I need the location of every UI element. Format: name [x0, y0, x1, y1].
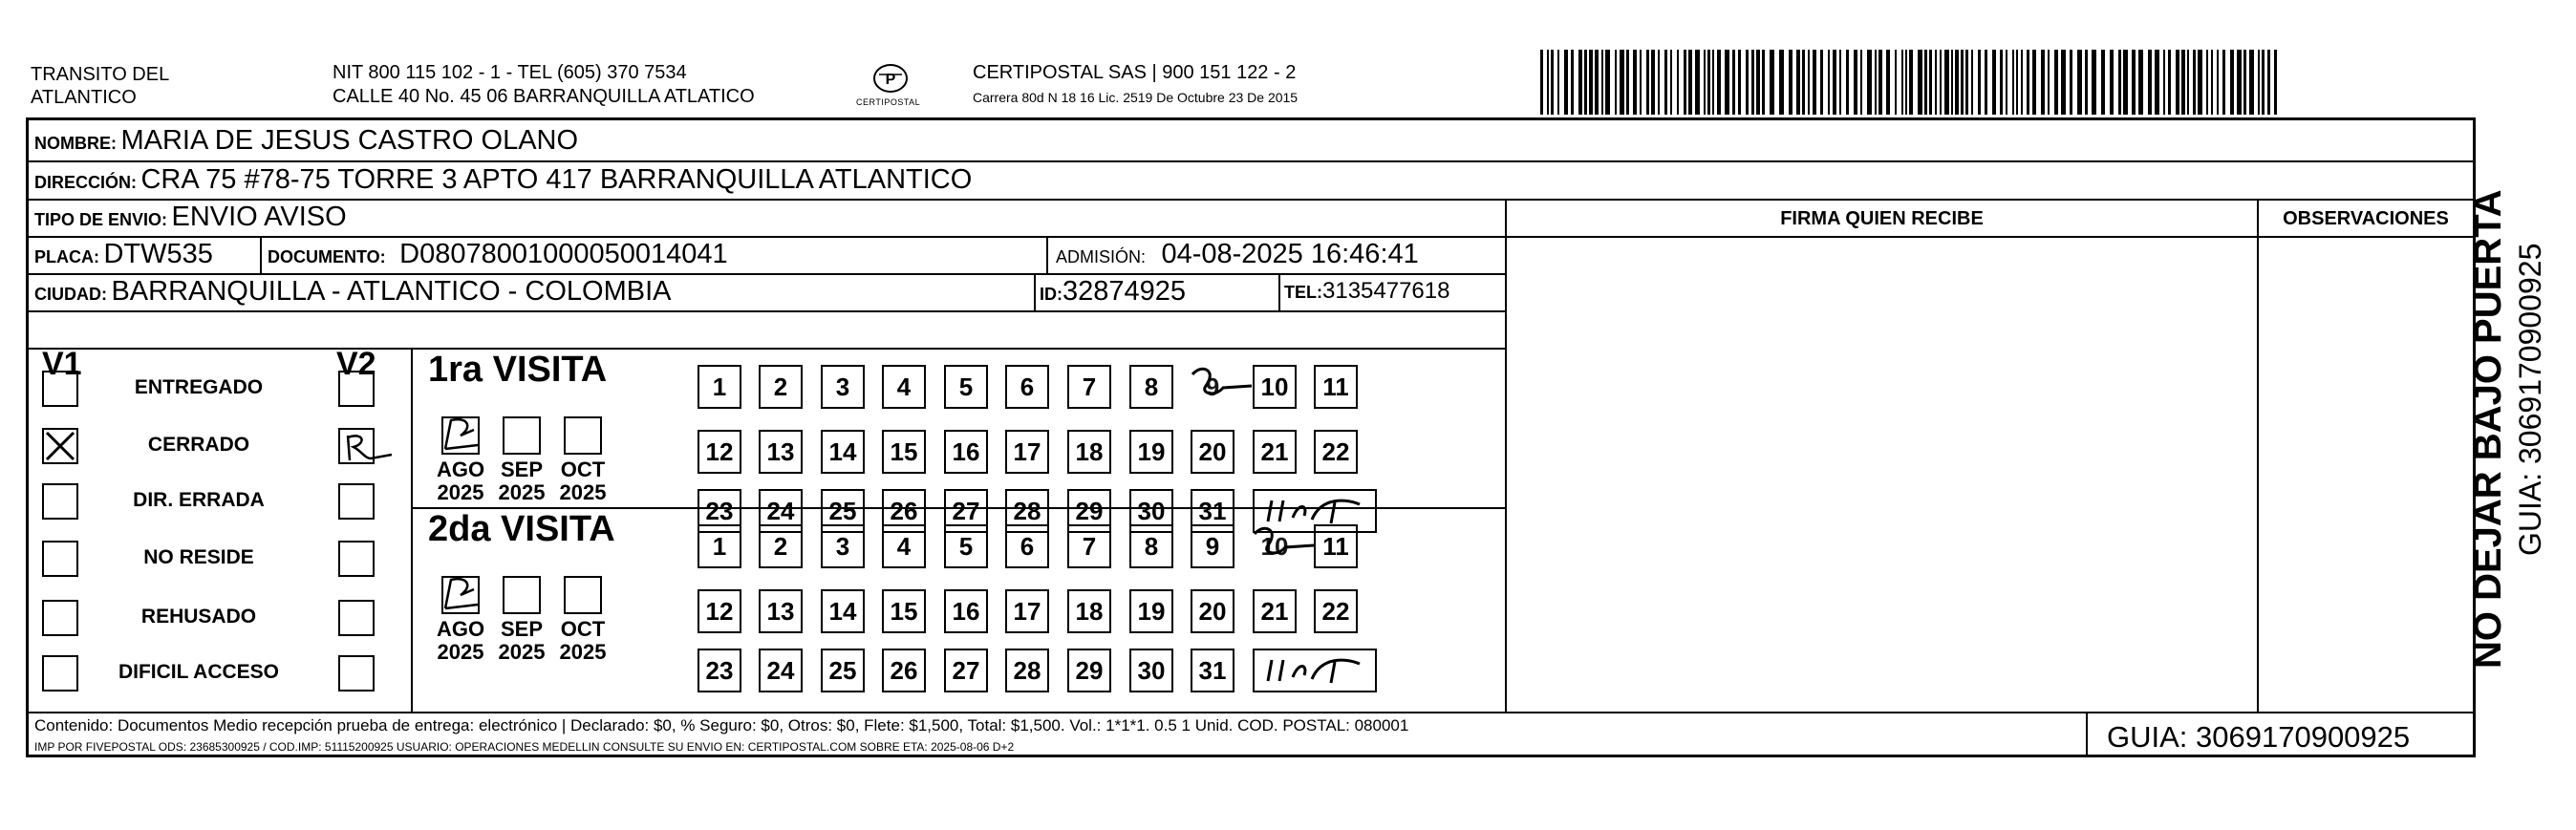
day-box-31[interactable]: 31 — [1191, 649, 1234, 692]
month-checkbox-sep[interactable] — [503, 416, 541, 455]
status-option-label: DIR. ERRADA — [133, 489, 265, 511]
barcode-bar — [2092, 50, 2096, 115]
barcode-bar — [1712, 50, 1714, 115]
x-mark-icon — [44, 430, 76, 462]
admission — [1056, 237, 1419, 276]
day-box-30[interactable]: 30 — [1129, 489, 1173, 533]
city-label: CIUDAD: — [34, 285, 107, 304]
barcode-bar — [2048, 50, 2050, 115]
barcode-bar — [2258, 50, 2260, 115]
courier-name: CERTIPOSTAL SAS | 900 151 122 - 2 — [973, 62, 1297, 83]
barcode-bar — [1813, 50, 1816, 115]
barcode-bar — [2101, 50, 2105, 115]
day-box-25[interactable]: 25 — [821, 649, 865, 692]
plate-label: PLACA: — [34, 247, 99, 266]
day-box-21[interactable]: 21 — [1253, 430, 1297, 474]
month-label-oct — [552, 458, 613, 504]
barcode-bar — [1651, 50, 1655, 115]
barcode-bar — [1924, 50, 1927, 115]
day-box-8[interactable]: 8 — [1129, 365, 1173, 409]
barcode-bar — [2061, 50, 2066, 115]
barcode-bar — [1929, 50, 1932, 115]
v1-checkbox-entregado[interactable] — [42, 371, 78, 407]
barcode-bar — [2262, 50, 2265, 115]
barcode-bar — [2217, 50, 2219, 115]
barcode-bar — [1796, 50, 1800, 115]
v2-checkbox-dir-errada[interactable] — [338, 483, 375, 520]
day-box-14[interactable]: 14 — [821, 589, 865, 633]
side-guia-number: GUIA: 3069170900925 — [2513, 243, 2547, 556]
day-box-23[interactable]: 23 — [698, 489, 741, 533]
barcode-bar — [1738, 50, 1741, 115]
month-label-sep — [491, 458, 552, 504]
barcode-bar — [1978, 50, 1981, 115]
recipient-phone-label: TEL: — [1284, 283, 1322, 302]
month-name: OCT — [560, 458, 606, 481]
barcode-bar — [1746, 50, 1749, 115]
barcode-bar — [2211, 50, 2213, 115]
tracking-barcode — [1540, 50, 2286, 115]
month-checkbox-sep[interactable] — [503, 576, 541, 614]
barcode-bar — [2032, 50, 2036, 115]
day-box-15[interactable]: 15 — [882, 430, 926, 474]
document-value: D08078001000050014041 — [399, 239, 728, 269]
barcode-bar — [1935, 50, 1937, 115]
barcode-bar — [1707, 50, 1710, 115]
barcode-bar — [1940, 50, 1942, 115]
day-box-8[interactable]: 8 — [1129, 524, 1173, 568]
recipient-id-label: ID: — [1040, 285, 1063, 304]
barcode-bar — [1684, 50, 1686, 115]
day-box-28[interactable]: 28 — [1005, 649, 1049, 692]
visit-title-1: 1ra VISITA — [428, 350, 608, 390]
barcode-bar — [2085, 50, 2088, 115]
barcode-bar — [1615, 50, 1617, 115]
month-checkbox-oct[interactable] — [564, 576, 602, 614]
day-box-20[interactable]: 20 — [1191, 589, 1234, 633]
day-box-13[interactable]: 13 — [759, 589, 803, 633]
barcode-bar — [1578, 50, 1582, 115]
barcode-bar — [1762, 50, 1765, 115]
month-year: 2025 — [437, 480, 484, 504]
barcode-bar — [1992, 50, 1996, 115]
status-option-label: CERRADO — [147, 434, 250, 456]
month-checkbox-ago[interactable] — [441, 416, 480, 455]
day-box-29[interactable]: 29 — [1067, 489, 1111, 533]
admission-value: 04-08-2025 16:46:41 — [1161, 239, 1419, 269]
v2-checkbox-entregado[interactable] — [338, 371, 375, 407]
v1-checkbox-no-reside[interactable] — [42, 541, 78, 577]
barcode-bar — [2206, 50, 2208, 115]
day-box-20[interactable]: 20 — [1191, 430, 1234, 474]
handwritten-mark-icon — [1189, 365, 1256, 409]
barcode-bar — [1571, 50, 1574, 115]
day-box-30[interactable]: 30 — [1129, 649, 1173, 692]
recipient-name — [34, 123, 578, 162]
barcode-bar — [2138, 50, 2143, 115]
day-box-22[interactable]: 22 — [1314, 430, 1358, 474]
day-box-24[interactable]: 24 — [759, 489, 803, 533]
v1-header: V1 — [42, 346, 82, 382]
barcode-bar — [1732, 50, 1735, 115]
handwritten-mark-icon — [1251, 524, 1318, 568]
barcode-bar — [1875, 50, 1877, 115]
recipient-phone-value: 3135477618 — [1322, 278, 1450, 304]
month-name: AGO — [436, 617, 485, 641]
day-box-29[interactable]: 29 — [1067, 649, 1111, 692]
barcode-bar — [2168, 50, 2171, 115]
handwritten-check-icon — [342, 430, 399, 468]
barcode-bar — [2070, 50, 2072, 115]
barcode-bar — [1688, 50, 1692, 115]
sender-name-line1: TRANSITO DEL — [31, 64, 170, 85]
day-box-26[interactable]: 26 — [882, 489, 926, 533]
content-details: Contenido: Documentos Medio recepción prueba de entrega: electrónico | Declarado: $0, % Seguro: $0, Otros: $0, Flete: $1,500, Total: $1,500. Vol.: 1*1*1. 0.5 1 Unid. COD. POSTAL: 080001 — [34, 716, 1409, 734]
handwritten-scribble-icon — [1255, 650, 1375, 691]
barcode-bar — [2077, 50, 2082, 115]
barcode-bar — [1828, 50, 1830, 115]
barcode-bar — [1717, 50, 1721, 115]
barcode-bar — [1839, 50, 1841, 115]
barcode-bar — [2118, 50, 2121, 115]
barcode-bar — [1646, 50, 1649, 115]
day-box-12[interactable]: 12 — [698, 589, 741, 633]
barcode-bar — [2000, 50, 2003, 115]
day-box-2[interactable]: 2 — [759, 524, 803, 568]
day-box-11[interactable]: 11 — [1314, 365, 1358, 409]
barcode-bar — [1695, 50, 1700, 115]
month-label-oct — [552, 618, 613, 664]
barcode-bar — [2181, 50, 2185, 115]
recipient-id — [1040, 274, 1186, 313]
barcode-bar — [1789, 50, 1792, 115]
barcode-bar — [1626, 50, 1629, 115]
barcode-bar — [2243, 50, 2246, 115]
day-box-24[interactable]: 24 — [759, 649, 803, 692]
barcode-bar — [1633, 50, 1637, 115]
day-box-15[interactable]: 15 — [882, 589, 926, 633]
barcode-bar — [1605, 50, 1610, 115]
marked-day-number: 9 — [1205, 372, 1220, 401]
barcode-bar — [2012, 50, 2014, 115]
plate — [34, 237, 213, 276]
recipient-address-label: DIRECCIÓN: — [34, 173, 137, 192]
month-checkbox-ago[interactable] — [441, 576, 480, 614]
plate-value: DTW535 — [103, 239, 213, 269]
barcode-bar — [1658, 50, 1660, 115]
document-label: DOCUMENTO: — [268, 247, 386, 266]
barcode-bar — [2006, 50, 2007, 115]
guia-number: GUIA: 3069170900925 — [2107, 720, 2411, 754]
month-label-sep — [491, 618, 552, 664]
day-box-4[interactable]: 4 — [882, 524, 926, 568]
shipment-type-value: ENVIO AVISO — [171, 202, 347, 232]
barcode-bar — [1895, 50, 1897, 115]
barcode-bar — [1595, 50, 1599, 115]
barcode-bar — [1725, 50, 1729, 115]
barcode-bar — [2176, 50, 2179, 115]
v1-checkbox-dificil-acceso[interactable] — [42, 655, 78, 692]
barcode-bar — [1551, 50, 1554, 115]
barcode-bar — [2123, 50, 2128, 115]
v1-checkbox-rehusado[interactable] — [42, 600, 78, 636]
day-box-19[interactable]: 19 — [1129, 589, 1173, 633]
month-name: SEP — [500, 617, 544, 641]
barcode-bar — [1944, 50, 1949, 115]
barcode-bar — [1620, 50, 1624, 115]
barcode-bar — [1909, 50, 1913, 115]
recipient-address — [34, 162, 972, 202]
day-box-27[interactable]: 27 — [944, 649, 988, 692]
day-box-5[interactable]: 5 — [944, 365, 988, 409]
day-box-19[interactable]: 19 — [1129, 430, 1173, 474]
barcode-bar — [1965, 50, 1968, 115]
barcode-bar — [1918, 50, 1922, 115]
day-box-4[interactable]: 4 — [882, 365, 926, 409]
month-year: 2025 — [437, 640, 484, 664]
barcode-bar — [2132, 50, 2136, 115]
barcode-bar — [1756, 50, 1760, 115]
barcode-bar — [1770, 50, 1774, 115]
month-name: OCT — [560, 617, 606, 641]
day-box-13[interactable]: 13 — [759, 430, 803, 474]
recipient-phone — [1284, 274, 1449, 311]
barcode-bar — [2267, 50, 2270, 115]
day-box-26[interactable]: 26 — [882, 649, 926, 692]
barcode-bar — [2021, 50, 2023, 115]
barcode-bar — [1951, 50, 1953, 115]
barcode-bar — [1779, 50, 1784, 115]
v2-checkbox-no-reside[interactable] — [338, 541, 375, 577]
handwritten-check-icon — [441, 416, 480, 455]
barcode-bar — [1867, 50, 1872, 115]
marked-day-number: 10 — [1260, 532, 1289, 561]
barcode-bar — [1901, 50, 1903, 115]
barcode-bar — [2041, 50, 2045, 115]
barcode-bar — [1846, 50, 1849, 115]
v1-checkbox-cerrado[interactable] — [42, 428, 78, 464]
barcode-bar — [2193, 50, 2196, 115]
barcode-bar — [1564, 50, 1568, 115]
sender-name-line2: ATLANTICO — [31, 87, 137, 108]
month-year: 2025 — [498, 640, 546, 664]
day-box-12[interactable]: 12 — [698, 430, 741, 474]
month-year: 2025 — [559, 480, 607, 504]
barcode-bar — [1584, 50, 1587, 115]
status-option-label: ENTREGADO — [134, 376, 264, 398]
barcode-bar — [2222, 50, 2225, 115]
barcode-bar — [1601, 50, 1603, 115]
shipment-type — [34, 200, 347, 239]
v2-checkbox-rehusado[interactable] — [338, 600, 375, 636]
month-year: 2025 — [559, 640, 607, 664]
barcode-bar — [1878, 50, 1882, 115]
barcode-bar — [1664, 50, 1667, 115]
barcode-bar — [2230, 50, 2234, 115]
day-box-2[interactable]: 2 — [759, 365, 803, 409]
barcode-bar — [1640, 50, 1642, 115]
delivery-form — [26, 117, 2476, 757]
barcode-bar — [1802, 50, 1805, 115]
barcode-bar — [1704, 50, 1706, 115]
day-box-6[interactable]: 6 — [1005, 365, 1049, 409]
barcode-bar — [1854, 50, 1857, 115]
day-box-18[interactable]: 18 — [1067, 589, 1111, 633]
day-box-16[interactable]: 16 — [944, 589, 988, 633]
barcode-bar — [1985, 50, 1987, 115]
barcode-bar — [1751, 50, 1754, 115]
barcode-bar — [1808, 50, 1810, 115]
day-box-31[interactable]: 31 — [1191, 489, 1234, 533]
month-name: AGO — [436, 458, 485, 481]
day-box-10[interactable]: 10 — [1253, 365, 1297, 409]
barcode-bar — [2163, 50, 2165, 115]
status-option-label: DIFICIL ACCESO — [118, 661, 279, 683]
barcode-bar — [1557, 50, 1559, 115]
logo-caption: CERTIPOSTAL — [856, 97, 921, 107]
day-box-1[interactable]: 1 — [698, 524, 741, 568]
month-year: 2025 — [498, 480, 546, 504]
day-box-28[interactable]: 28 — [1005, 489, 1049, 533]
barcode-bar — [1677, 50, 1679, 115]
city — [34, 274, 672, 313]
day-box-3[interactable]: 3 — [821, 365, 865, 409]
month-label-ago — [430, 618, 491, 664]
day-box-11[interactable]: 11 — [1314, 524, 1358, 568]
signature-column-header: FIRMA QUIEN RECIBE — [1780, 208, 1984, 229]
barcode-bar — [1860, 50, 1862, 115]
barcode-bar — [1971, 50, 1973, 115]
barcode-bar — [1955, 50, 1959, 115]
barcode-bar — [2054, 50, 2058, 115]
month-label-ago — [430, 458, 491, 504]
no-dejar-bajo-puerta-warning: NO DEJAR BAJO PUERTA — [2467, 189, 2509, 669]
v2-header: V2 — [336, 346, 376, 382]
certipostal-logo — [856, 59, 921, 117]
day-box-9[interactable]: 9 — [1191, 524, 1234, 568]
sender-nit: NIT 800 115 102 - 1 - TEL (605) 370 7534 — [333, 62, 687, 83]
shipment-type-label: TIPO DE ENVIO: — [34, 210, 168, 229]
barcode-bar — [2016, 50, 2018, 115]
admission-label: ADMISIÓN: — [1056, 247, 1147, 266]
recipient-address-value: CRA 75 #78-75 TORRE 3 APTO 417 BARRANQUILLA ATLANTICO — [140, 164, 973, 195]
v2-checkbox-dificil-acceso[interactable] — [338, 655, 375, 692]
barcode-bar — [1833, 50, 1836, 115]
day-box-6[interactable]: 6 — [1005, 524, 1049, 568]
status-option-label: NO RESIDE — [143, 546, 254, 568]
day-box-27[interactable]: 27 — [944, 489, 988, 533]
v2-checkbox-cerrado[interactable] — [338, 428, 375, 464]
barcode-bar — [1547, 50, 1549, 115]
sender-address: CALLE 40 No. 45 06 BARRANQUILLA ATLATICO — [333, 86, 755, 107]
day-box-16[interactable]: 16 — [944, 430, 988, 474]
day-box-17[interactable]: 17 — [1005, 589, 1049, 633]
v1-checkbox-dir-errada[interactable] — [42, 483, 78, 520]
recipient-name-value: MARIA DE JESUS CASTRO OLANO — [120, 125, 579, 156]
courier-address: Carrera 80d N 18 16 Lic. 2519 De Octubre 23 De 2015 — [973, 90, 1299, 105]
barcode-bar — [1540, 50, 1543, 115]
barcode-bar — [2187, 50, 2189, 115]
day-box-18[interactable]: 18 — [1067, 430, 1111, 474]
observations-column-header: OBSERVACIONES — [2283, 208, 2449, 229]
visit-title-2: 2da VISITA — [428, 509, 615, 549]
day-box-5[interactable]: 5 — [944, 524, 988, 568]
barcode-bar — [1670, 50, 1672, 115]
barcode-bar — [2237, 50, 2242, 115]
barcode-bar — [1820, 50, 1823, 115]
day-box-3[interactable]: 3 — [821, 524, 865, 568]
handwritten-time-box[interactable] — [1253, 649, 1377, 692]
recipient-id-value: 32874925 — [1063, 276, 1187, 307]
barcode-bar — [2198, 50, 2202, 115]
day-box-23[interactable]: 23 — [698, 649, 741, 692]
barcode-bar — [1589, 50, 1593, 115]
barcode-bar — [2249, 50, 2254, 115]
document — [268, 237, 728, 276]
day-box-22[interactable]: 22 — [1314, 589, 1358, 633]
day-box-25[interactable]: 25 — [821, 489, 865, 533]
day-box-1[interactable]: 1 — [698, 365, 741, 409]
handwritten-check-icon — [441, 576, 480, 614]
barcode-bar — [2148, 50, 2152, 115]
barcode-bar — [1905, 50, 1907, 115]
barcode-bar — [2155, 50, 2159, 115]
day-box-21[interactable]: 21 — [1253, 589, 1297, 633]
month-checkbox-oct[interactable] — [564, 416, 602, 455]
month-name: SEP — [500, 458, 544, 481]
recipient-name-label: NOMBRE: — [34, 134, 117, 153]
day-box-7[interactable]: 7 — [1067, 524, 1111, 568]
day-box-7[interactable]: 7 — [1067, 365, 1111, 409]
barcode-bar — [2274, 50, 2277, 115]
print-details: IMP POR FIVEPOSTAL ODS: 23685300925 / COD.IMP: 51115200925 USUARIO: OPERACIONES MEDELLIN CONSULTE SU ENVIO EN: CERTIPOSTAL.COM SOBRE ETA: 2025-08-06 D+2 — [34, 740, 1015, 754]
day-box-14[interactable]: 14 — [821, 430, 865, 474]
svg-text:P: P — [885, 72, 896, 88]
status-option-label: REHUSADO — [140, 606, 257, 628]
city-value: BARRANQUILLA - ATLANTICO - COLOMBIA — [111, 276, 672, 307]
day-box-9[interactable] — [1191, 365, 1234, 409]
barcode-bar — [1961, 50, 1964, 115]
barcode-bar — [2110, 50, 2114, 115]
barcode-bar — [1886, 50, 1890, 115]
day-box-10[interactable] — [1253, 524, 1297, 568]
day-box-17[interactable]: 17 — [1005, 430, 1049, 474]
barcode-bar — [2027, 50, 2029, 115]
